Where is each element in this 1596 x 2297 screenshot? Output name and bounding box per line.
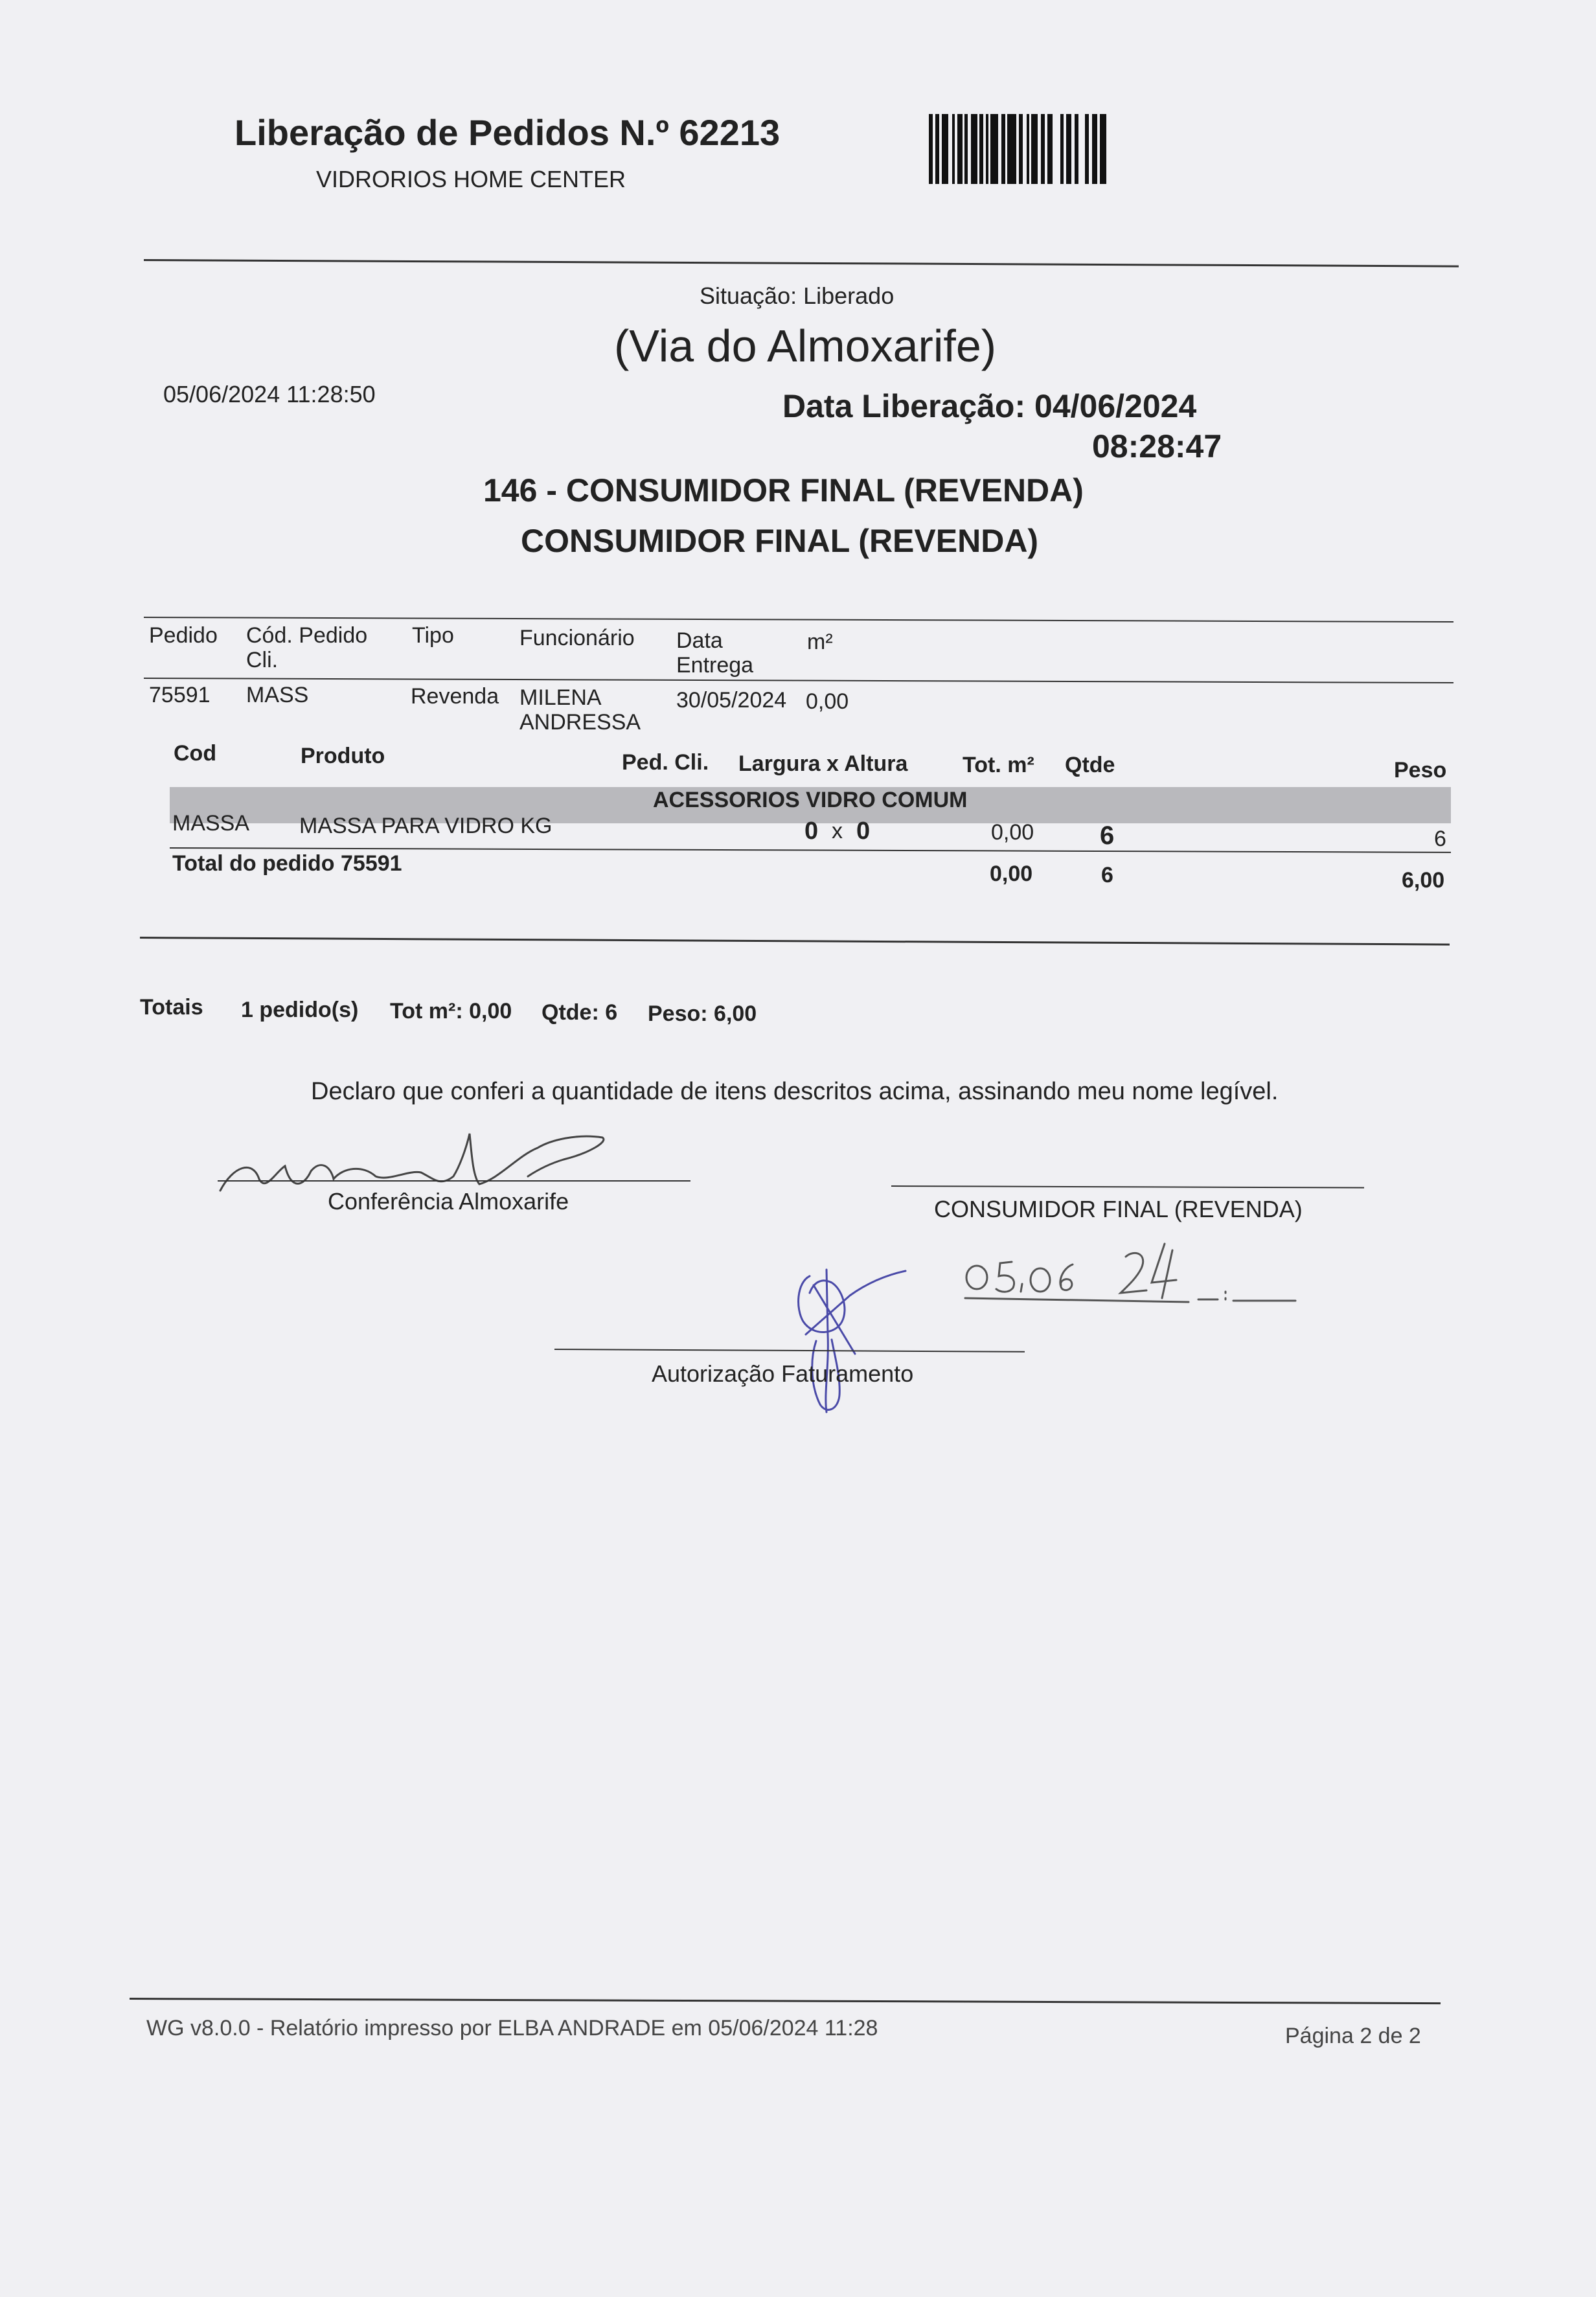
items-col-qtde: Qtde — [1065, 753, 1115, 777]
order-total-peso: 6,00 — [1402, 868, 1445, 893]
items-col-largura-altura: Largura x Altura — [738, 751, 908, 776]
consumidor-label: CONSUMIDOR FINAL (REVENDA) — [934, 1196, 1303, 1222]
order-funcionario-first: MILENA — [519, 685, 602, 710]
release-time: 08:28:47 — [1092, 428, 1222, 464]
consumidor-line — [891, 1185, 1364, 1189]
col-pedido: Pedido — [149, 623, 218, 648]
group-label: ACESSORIOS VIDRO COMUM — [653, 788, 968, 812]
item-peso: 6 — [1434, 827, 1446, 851]
report-title: Liberação de Pedidos N.º 62213 — [234, 112, 781, 153]
item-tot-m2: 0,00 — [991, 820, 1034, 845]
col-funcionario: Funcionário — [519, 626, 635, 650]
footer-rule — [130, 1998, 1441, 2004]
order-table-header-rule — [144, 678, 1454, 683]
col-m2: m² — [807, 630, 833, 654]
items-col-cod: Cod — [174, 741, 217, 766]
header-rule — [144, 259, 1459, 268]
order-cod-cli: MASS — [246, 683, 309, 707]
item-produto: MASSA PARA VIDRO KG — [299, 814, 553, 838]
via-title: (Via do Almoxarife) — [614, 321, 997, 371]
col-cod-pedido-cli: Cód. Pedido Cli. — [246, 623, 368, 672]
order-funcionario-last: ANDRESSA — [519, 710, 641, 735]
items-col-peso: Peso — [1394, 758, 1447, 783]
col-data-entrega: Data Entrega — [676, 628, 754, 678]
autorizacao-label: Autorização Faturamento — [652, 1360, 914, 1387]
order-m2: 0,00 — [806, 689, 849, 714]
order-total-m2: 0,00 — [990, 862, 1033, 886]
page-number: Página 2 de 2 — [1285, 2024, 1421, 2048]
printed-timestamp: 05/06/2024 11:28:50 — [163, 381, 376, 407]
totals-label: Totais — [140, 995, 203, 1020]
order-table-top-rule — [144, 617, 1454, 623]
autorizacao-signature — [777, 1257, 920, 1425]
items-col-ped-cli: Ped. Cli. — [622, 750, 709, 775]
release-date: Data Liberação: 04/06/2024 — [782, 388, 1197, 424]
item-altura: 0 — [856, 817, 871, 845]
totals-peso: Peso: 6,00 — [648, 1001, 757, 1026]
order-tipo: Revenda — [411, 684, 499, 709]
order-total-label: Total do pedido 75591 — [172, 851, 402, 876]
items-col-tot-m2: Tot. m² — [963, 753, 1034, 777]
totals-qtde: Qtde: 6 — [542, 1000, 618, 1025]
order-total-qtde: 6 — [1101, 863, 1113, 887]
totals-pedidos: 1 pedido(s) — [241, 998, 359, 1022]
totals-rule — [140, 937, 1450, 946]
conferencia-line — [218, 1180, 690, 1182]
totals-m2: Tot m²: 0,00 — [390, 999, 512, 1023]
item-largura: 0 — [804, 817, 819, 845]
barcode — [929, 114, 1157, 184]
order-pedido: 75591 — [149, 683, 211, 707]
items-col-produto: Produto — [301, 744, 385, 768]
col-tipo: Tipo — [412, 623, 454, 648]
order-data-entrega: 30/05/2024 — [676, 688, 787, 713]
declaration-text: Declaro que conferi a quantidade de itens descritos acima, assinando meu nome legível. — [311, 1078, 1279, 1105]
company-name: VIDRORIOS HOME CENTER — [316, 166, 626, 192]
handwritten-date — [959, 1231, 1308, 1315]
conferencia-label: Conferência Almoxarife — [328, 1188, 569, 1215]
item-qtde: 6 — [1100, 821, 1115, 850]
status-text: Situação: Liberado — [700, 282, 895, 309]
item-cod: MASSA — [172, 811, 250, 836]
client-line-2: CONSUMIDOR FINAL (REVENDA) — [521, 523, 1039, 559]
footer-printed-by: WG v8.0.0 - Relatório impresso por ELBA ANDRADE em 05/06/2024 11:28 — [146, 2016, 878, 2040]
client-line-1: 146 - CONSUMIDOR FINAL (REVENDA) — [483, 472, 1084, 509]
item-x: x — [832, 819, 843, 843]
